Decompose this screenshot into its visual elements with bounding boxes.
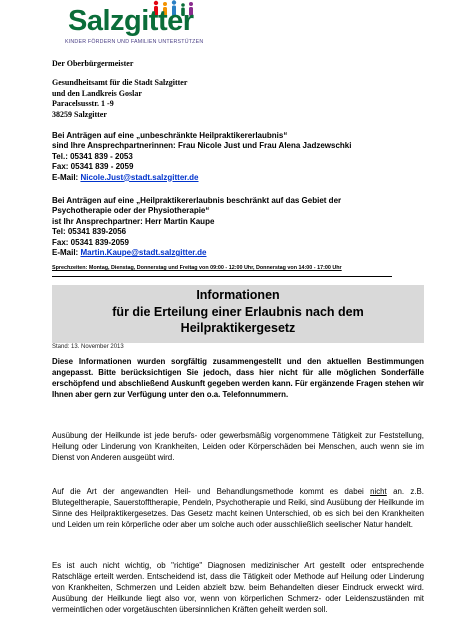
contact-line: Bei Anträgen auf eine „Heilpraktikererlaubnis beschränkt auf das Gebiet der: [52, 196, 342, 205]
salzgitter-logo: [62, 3, 212, 61]
email-label: E-Mail:: [52, 172, 81, 182]
contact-phone: Tel: 05341 839-2056: [52, 227, 127, 237]
contact-line: sind Ihre Ansprechpartnerinnen: Frau Nicole Just und Frau Alena Jadzewschki: [52, 141, 352, 151]
underlined-word: nicht: [370, 487, 387, 496]
contact-email-row: [52, 248, 432, 258]
document-title: [52, 285, 424, 343]
contact-block-restricted: [52, 196, 432, 258]
divider: [52, 276, 392, 277]
body-paragraph: [52, 486, 424, 530]
body-paragraph: Ausübung der Heilkunde ist jede berufs- oder gewerbsmäßig vorgenommene Tätigkeit zur Feststellung, Heilung oder Linderung von Krankheiten, Leiden oder Körperschäden bei Menschen, auch wenn sie im Dienst von Anderen ausgeübt wird.: [52, 431, 424, 462]
address-line: 38259 Salzgitter: [52, 109, 107, 119]
contact-line: ist Ihr Ansprechpartner: Herr Martin Kaupe: [52, 216, 215, 226]
body-paragraph: Es ist auch nicht wichtig, ob "richtige" Diagnosen medizinischer Art gestellt oder entsprechende Ratschläge erteilt werden. Entscheidend ist, dass die Tätigkeit oder Methode auf Heilung oder Linderung von Krankheiten, Schmerzen und Leiden abzielt bzw. beim Behandelten dieser Eindruck erweckt wird. Ausübung der Heilkunde liegt also vor, wenn von körperlichen Schmerz- oder Leidenszuständen mit vermeintlichen oder vorgetäuschten übersinnlichen Kräften geheilt werden soll.: [52, 561, 424, 614]
contact-line: Bei Anträgen auf eine „unbeschränkte Heilpraktikererlaubnis“: [52, 131, 288, 140]
office-address: [52, 78, 187, 120]
paragraph-text: Auf die Art der angewandten Heil- und Behandlungsmethode kommt es dabei: [52, 487, 371, 496]
address-line: Paracelsusstr. 1 -9: [52, 99, 114, 108]
contact-fax: Fax: 05341 839-2059: [52, 237, 129, 247]
email-link[interactable]: Martin.Kaupe@stadt.salzgitter.de: [80, 248, 207, 258]
contact-email-row: [52, 173, 422, 183]
contact-fax: Fax: 05341 839 - 2059: [52, 162, 134, 172]
logo-wordmark: Salzgitter: [68, 5, 194, 37]
address-line: Gesundheitsamt für die Stadt Salzgitter: [52, 78, 188, 87]
email-link[interactable]: Nicole.Just@stadt.salzgitter.de: [80, 172, 199, 182]
title-line: Heilpraktikergesetz: [180, 321, 296, 335]
title-line: Informationen: [196, 288, 280, 302]
department-heading: Der Oberbürgermeister: [52, 59, 134, 68]
address-line: und den Landkreis Goslar: [52, 88, 142, 98]
contact-line: Psychotherapie oder der Physiotherapie“: [52, 206, 210, 216]
paragraph-text: an. z.B. Blutegeltherapie, Sauerstofftherapie, Pendeln, Psychotherapie und Reiki, sind Ausübung der Heilkunde im Sinne des Heilpraktikergesetzes. Das Gesetz macht keinen Unterschied, ob es sich bei den Krankheiten und Leiden um rein körperliche oder aber um solche auch oder ausschließlich seelischer Natur handelt.: [52, 487, 424, 529]
contact-phone: Tel.: 05341 839 - 2053: [52, 151, 133, 161]
office-hours: Sprechzeiten: Montag, Dienstag, Donnerstag und Freitag von 09:00 - 12:00 Uhr, Donnerstag von 14:00 - 17:00 Uhr: [52, 265, 342, 271]
email-label: E-Mail:: [52, 248, 81, 258]
intro-paragraph: Diese Informationen wurden sorgfältig zusammengestellt und den aktuellen Bestimmungen angepasst. Bitte berücksichtigen Sie jedoch, dass hier nicht für alle möglichen Sonderfälle erschöpfend und abschließend Auskunft gegeben werden kann. Für ergänzende Fragen stehen wir Ihnen aber gern zur Verfügung unter den o.a. Telefonnummern.: [52, 357, 424, 399]
contact-block-unrestricted: [52, 131, 422, 183]
logo-tagline: KINDER FÖRDERN UND FAMILIEN UNTERSTÜTZEN: [65, 39, 204, 45]
document-date: Stand: 13. November 2013: [52, 344, 124, 350]
title-line: für die Erteilung einer Erlaubnis nach dem: [112, 304, 364, 319]
